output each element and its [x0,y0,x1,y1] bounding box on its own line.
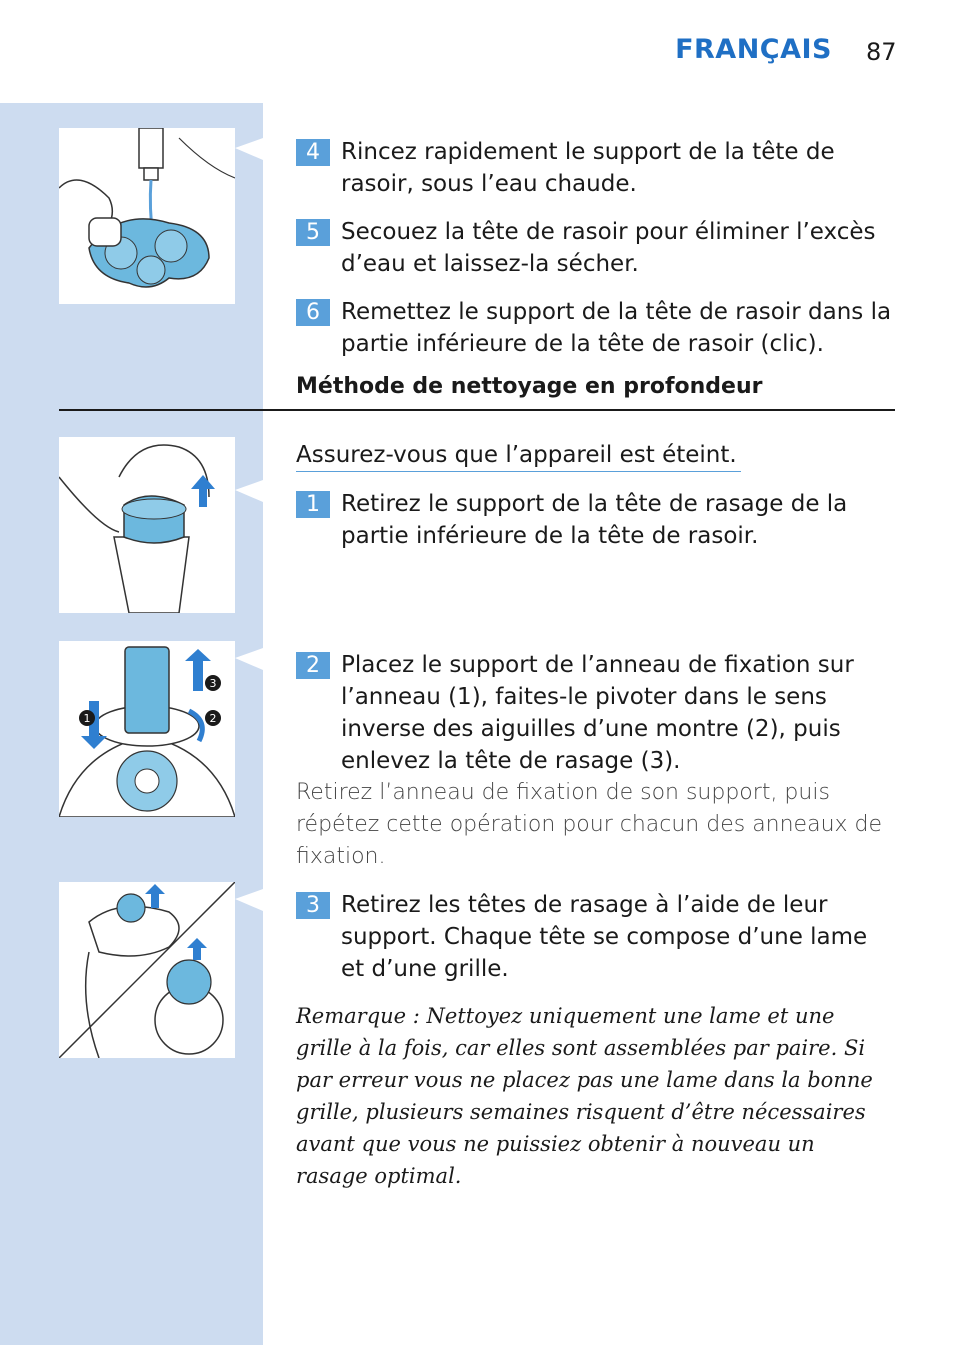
step-text: Retirez le support de la tête de rasage de la partie inférieure de la tête de rasoir. [341,491,848,549]
pointer-arrow-icon [235,889,263,929]
step-4 [296,136,896,200]
rinse-shaving-unit-illustration [59,128,235,304]
step-text: Rincez rapidement le support de la tête de rasoir, sous l’eau chaude. [341,139,835,197]
step-6 [296,296,896,360]
section-divider [59,409,895,411]
step-text: Placez le support de l’anneau de fixation sur l’anneau (1), faites-le pivoter dans le sens inverse des aiguilles d’une montre (2), puis enlevez la tête de rasage (3). [341,652,854,774]
step-text: Secouez la tête de rasoir pour éliminer l’excès d’eau et laissez-la sécher. [341,219,876,277]
pointer-arrow-icon [235,480,263,520]
step-text: Remettez le support de la tête de rasoir dans la partie inférieure de la tête de rasoir (clic). [341,299,892,357]
retaining-ring-illustration [59,641,235,817]
step-number-badge: 1 [296,491,330,518]
step-2 [296,649,896,777]
callout-2-label: 2 [209,712,217,725]
remark-note: Remarque : Nettoyez uniquement une lame et une grille à la fois, car elles sont assemblées par paire. Si par erreur vous ne placez pas une lame dans la bonne grille, plusieurs semaines risquent d’être nécessaires avant que vous ne puissiez obtenir à nouveau un rasage optimal. [296,1004,873,1188]
step-number-badge: 6 [296,299,330,326]
step-5 [296,216,896,280]
step-number-badge: 5 [296,219,330,246]
pointer-arrow-icon [235,648,263,688]
step-number-badge: 2 [296,652,330,679]
pointer-arrow-icon [235,138,263,178]
callout-3-label: 3 [209,677,217,690]
step-2-followup: Retirez l’anneau de fixation de son support, puis répétez cette opération pour chacun des anneaux de fixation. [296,780,883,869]
step-number-badge: 3 [296,892,330,919]
section-heading: Méthode de nettoyage en profondeur [296,374,763,399]
step-text: Retirez les têtes de rasage à l’aide de leur support. Chaque tête se compose d’une lame et d’une grille. [341,892,868,982]
language-header: FRANÇAIS [675,34,832,65]
step-number-badge: 4 [296,139,330,166]
callout-1-label: 1 [83,712,91,725]
step-1 [296,488,896,552]
remove-holder-illustration [59,437,235,613]
step-3 [296,889,896,985]
page-number: 87 [866,38,897,66]
ensure-off-text: Assurez-vous que l’appareil est éteint. [296,439,741,472]
remove-heads-illustration [59,882,235,1058]
